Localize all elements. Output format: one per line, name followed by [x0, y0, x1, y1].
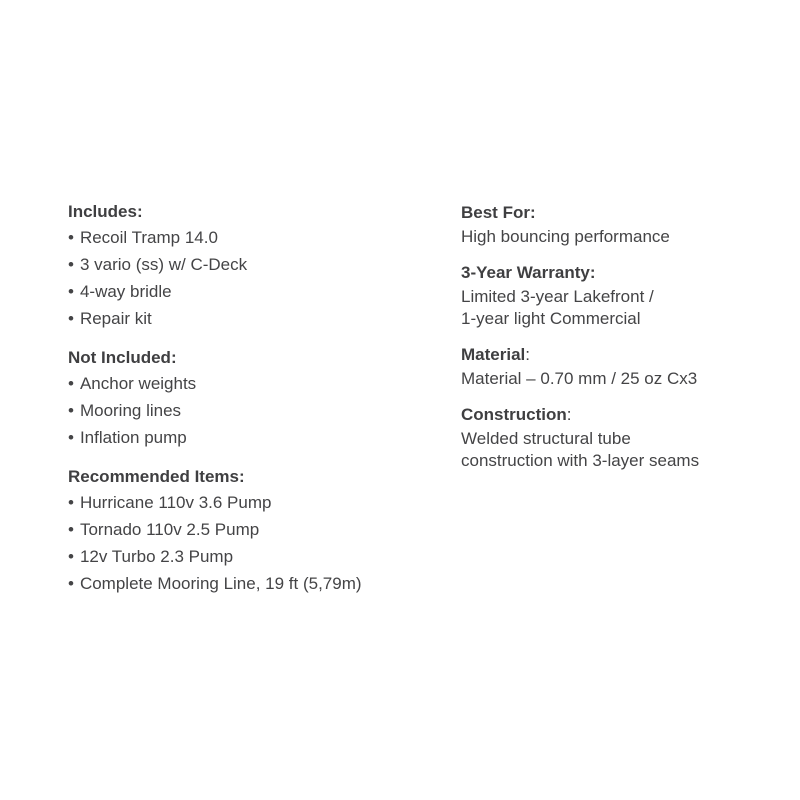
not-included-heading: Not Included:	[68, 348, 177, 367]
best-for-text: High bouncing performance	[461, 227, 670, 246]
bullet-icon: •	[68, 282, 74, 301]
construction-text-line-2: construction with 3-layer seams	[461, 451, 700, 470]
bullet-icon: •	[68, 374, 74, 393]
list-item: • Complete Mooring Line, 19 ft (5,79m)	[68, 574, 362, 593]
includes-list	[68, 224, 448, 332]
bullet-icon: •	[68, 255, 74, 274]
bullet-icon: •	[68, 309, 74, 328]
warranty-text-line-2: 1-year light Commercial	[461, 309, 641, 328]
list-item: • Recoil Tramp 14.0	[68, 228, 218, 247]
recommended-list	[68, 489, 448, 597]
recommended-heading: Recommended Items:	[68, 467, 245, 486]
list-item: • Inflation pump	[68, 428, 187, 447]
material-section	[461, 342, 781, 390]
material-text: Material – 0.70 mm / 25 oz Cx3	[461, 369, 698, 388]
not-included-list	[68, 370, 448, 451]
bullet-icon: •	[68, 520, 74, 539]
bullet-icon: •	[68, 547, 74, 566]
bullet-icon: •	[68, 401, 74, 420]
list-item: • Mooring lines	[68, 401, 182, 420]
list-item: • Anchor weights	[68, 374, 197, 393]
bullet-icon: •	[68, 493, 74, 512]
list-item: • Hurricane 110v 3.6 Pump	[68, 493, 272, 512]
recommended-section	[68, 465, 448, 597]
not-included-section	[68, 346, 448, 451]
right-column	[461, 200, 781, 484]
construction-section	[461, 402, 781, 472]
left-column	[68, 200, 448, 611]
bullet-icon: •	[68, 574, 74, 593]
construction-text-line-1: Welded structural tube	[461, 429, 631, 448]
list-item: • Tornado 110v 2.5 Pump	[68, 520, 260, 539]
bullet-icon: •	[68, 428, 74, 447]
warranty-heading: 3-Year Warranty:	[461, 263, 596, 282]
construction-heading: Construction:	[461, 405, 572, 424]
warranty-text-line-1: Limited 3-year Lakefront /	[461, 287, 654, 306]
best-for-section	[461, 200, 781, 248]
includes-section	[68, 200, 448, 332]
best-for-heading: Best For:	[461, 203, 536, 222]
material-heading: Material:	[461, 345, 530, 364]
list-item: • 3 vario (ss) w/ C-Deck	[68, 255, 248, 274]
list-item: • Repair kit	[68, 309, 152, 328]
list-item: • 4-way bridle	[68, 282, 172, 301]
bullet-icon: •	[68, 228, 74, 247]
includes-heading: Includes:	[68, 202, 143, 221]
list-item: • 12v Turbo 2.3 Pump	[68, 547, 234, 566]
warranty-section	[461, 260, 781, 330]
